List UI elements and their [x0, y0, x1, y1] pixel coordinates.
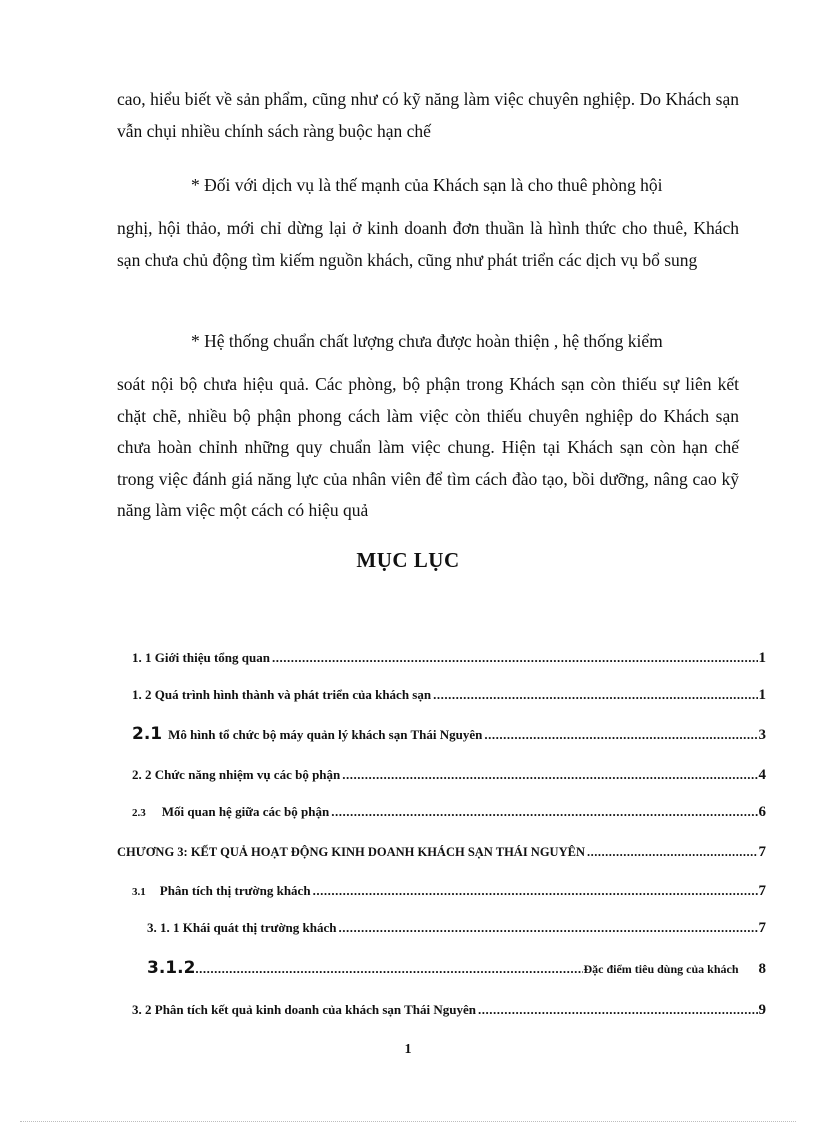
toc-entry[interactable] — [147, 958, 766, 978]
toc-entry-page: 8 — [758, 961, 766, 977]
toc-title: MỤC LỤC — [356, 548, 460, 572]
bullet-paragraph: * Hệ thống chuẩn chất lượng chưa được hoàn thiện , hệ thống kiểm — [191, 331, 663, 351]
toc-entry-label: 1. 2 Quá trình hình thành và phát triển của khách sạn — [132, 687, 432, 702]
toc-entry-page: 6 — [758, 804, 766, 820]
toc-entry[interactable] — [132, 724, 766, 744]
toc-leader-dots — [331, 804, 757, 820]
bullet-paragraph: * Đối với dịch vụ là thế mạnh của Khách sạn là cho thuê phòng hội — [191, 175, 663, 195]
toc-leader-dots — [195, 961, 583, 977]
toc-entry[interactable] — [132, 1002, 766, 1019]
page-bottom-divider — [20, 1121, 796, 1122]
toc-entry-label: 2. 2 Chức năng nhiệm vụ các bộ phận — [132, 767, 341, 782]
toc-entry[interactable] — [132, 883, 766, 900]
toc-entry-number: 3.1 — [132, 886, 146, 898]
toc-entry-label: 1. 1 Giới thiệu tổng quan — [132, 650, 270, 665]
page-number: 1 — [404, 1042, 412, 1057]
toc-entry-label: Đặc điểm tiêu dùng của khách — [583, 962, 739, 976]
toc-leader-dots — [484, 727, 757, 743]
toc-entry-page: 1 — [758, 650, 766, 666]
toc-entry-label: 3. 2 Phân tích kết quả kinh doanh của khách sạn Thái Nguyên — [132, 1002, 477, 1017]
toc-chapter-entry[interactable] — [117, 844, 766, 861]
toc-entry[interactable] — [132, 650, 766, 667]
toc-entry-label: Mô hình tổ chức bộ máy quản lý khách sạn Thái Nguyên — [168, 727, 483, 742]
toc-entry-page: 4 — [758, 767, 766, 783]
body-paragraph: nghị, hội thảo, mới chỉ dừng lại ở kinh doanh đơn thuần là hình thức cho thuê, Khách sạn chưa chủ động tìm kiếm nguồn khách, cũng như phát triển các dịch vụ bổ sung — [117, 218, 739, 270]
toc-entry-label: Mối quan hệ giữa các bộ phận — [161, 804, 330, 819]
toc-entry-label: Phân tích thị trường khách — [159, 883, 311, 898]
body-paragraph: soát nội bộ chưa hiệu quả. Các phòng, bộ phận trong Khách sạn còn thiếu sự liên kết chặt chẽ, nhiều bộ phận phong cách làm việc còn thiếu chuyên nghiệp do Khách sạn chưa hoàn chỉnh những quy chuẩn làm việc chung. Hiện tại Khách sạn còn hạn chế trong việc đánh giá năng lực của nhân viên để tìm cách đào tạo, bồi dưỡng, nâng cao kỹ năng làm việc một cách có hiệu quả — [117, 374, 739, 520]
toc-entry-page: 7 — [758, 844, 766, 860]
toc-entry-number: 2.3 — [132, 807, 146, 819]
toc-leader-dots — [272, 650, 758, 666]
toc-entry-page: 7 — [758, 883, 766, 899]
toc-entry[interactable] — [132, 687, 766, 704]
toc-entry[interactable] — [132, 804, 766, 821]
toc-leader-dots — [338, 920, 757, 936]
toc-entry[interactable] — [147, 920, 766, 937]
toc-entry-page: 1 — [758, 687, 766, 703]
toc-leader-dots — [433, 687, 757, 703]
toc-entry-number: 2.1 — [132, 724, 163, 744]
body-paragraph: cao, hiểu biết về sản phẩm, cũng như có kỹ năng làm việc chuyên nghiệp. Do Khách sạn vẫn chụi nhiều chính sách ràng buộc hạn chế — [117, 89, 739, 141]
toc-entry-label: 3. 1. 1 Khái quát thị trường khách — [147, 920, 337, 935]
toc-entry-number: 3.1.2 — [147, 958, 196, 978]
toc-entry-page: 3 — [758, 727, 766, 743]
toc-leader-dots — [478, 1002, 757, 1018]
toc-entry-page: 7 — [758, 920, 766, 936]
toc-leader-dots — [587, 845, 758, 860]
toc-leader-dots — [342, 767, 757, 783]
toc-entry[interactable] — [132, 767, 766, 784]
toc-leader-dots — [313, 883, 758, 899]
toc-entry-label: CHƯƠNG 3: KẾT QUẢ HOẠT ĐỘNG KINH DOANH KHÁCH SẠN THÁI NGUYÊN — [117, 845, 585, 859]
toc-entry-page: 9 — [758, 1002, 766, 1018]
